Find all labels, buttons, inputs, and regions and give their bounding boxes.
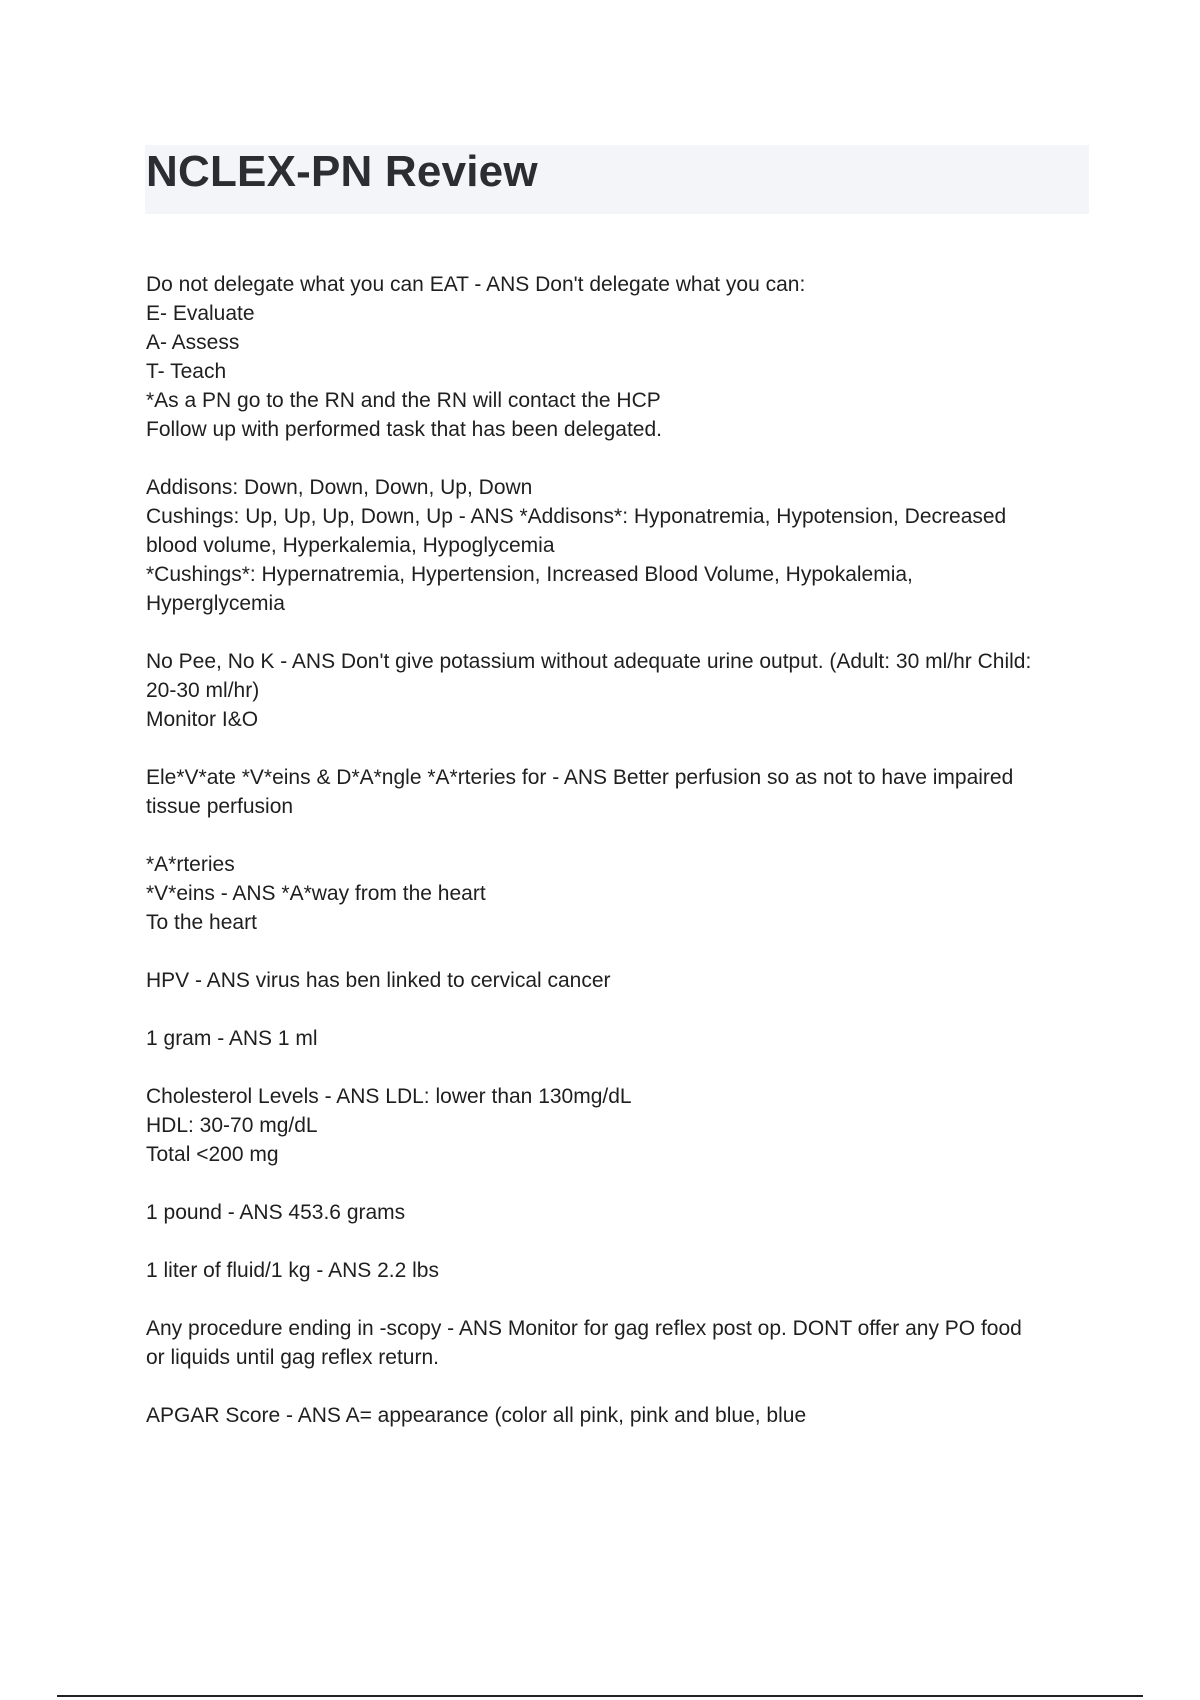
flashcard-entry — [146, 966, 1091, 995]
entry-line: To the heart — [146, 911, 257, 934]
flashcard-entry — [146, 763, 1091, 821]
footer-divider — [57, 1695, 1143, 1697]
entry-line: blood volume, Hyperkalemia, Hypoglycemia — [146, 534, 555, 557]
entry-line: tissue perfusion — [146, 795, 294, 818]
flashcard-entry — [146, 1256, 1091, 1285]
document-body — [146, 270, 1091, 1459]
entry-line: HPV - ANS virus has ben linked to cervical cancer — [146, 969, 611, 992]
entry-line: Ele*V*ate *V*eins & D*A*ngle *A*rteries for - ANS Better perfusion so as not to have impaired — [146, 766, 1014, 789]
entry-line: *V*eins - ANS *A*way from the heart — [146, 882, 486, 905]
entry-line: 20-30 ml/hr) — [146, 679, 260, 702]
entry-line: *As a PN go to the RN and the RN will contact the HCP — [146, 389, 661, 412]
entry-line: Do not delegate what you can EAT - ANS Don't delegate what you can: — [146, 273, 806, 296]
flashcard-entry — [146, 473, 1091, 618]
entry-line: Monitor I&O — [146, 708, 259, 731]
flashcard-entry — [146, 1401, 1091, 1430]
flashcard-entry — [146, 1082, 1091, 1169]
entry-line: 1 pound - ANS 453.6 grams — [146, 1201, 406, 1224]
entry-line: or liquids until gag reflex return. — [146, 1346, 439, 1369]
flashcard-entry — [146, 1314, 1091, 1372]
flashcard-entry — [146, 850, 1091, 937]
entry-line: HDL: 30-70 mg/dL — [146, 1114, 318, 1137]
entry-line: 1 gram - ANS 1 ml — [146, 1027, 318, 1050]
entry-line: Any procedure ending in -scopy - ANS Monitor for gag reflex post op. DONT offer any PO food — [146, 1317, 1022, 1340]
flashcard-entry — [146, 1024, 1091, 1053]
entry-line: T- Teach — [146, 360, 227, 383]
entry-line: E- Evaluate — [146, 302, 255, 325]
flashcard-entry — [146, 270, 1091, 444]
page-title: NCLEX-PN Review — [146, 147, 538, 196]
entry-line: *Cushings*: Hypernatremia, Hypertension, Increased Blood Volume, Hypokalemia, — [146, 563, 913, 586]
entry-line: Addisons: Down, Down, Down, Up, Down — [146, 476, 533, 499]
entry-line: *A*rteries — [146, 853, 235, 876]
entry-line: Cushings: Up, Up, Up, Down, Up - ANS *Addisons*: Hyponatremia, Hypotension, Decreased — [146, 505, 1007, 528]
entry-line: Hyperglycemia — [146, 592, 285, 615]
entry-line: Follow up with performed task that has been delegated. — [146, 418, 662, 441]
flashcard-entry — [146, 647, 1091, 734]
entry-line: No Pee, No K - ANS Don't give potassium without adequate urine output. (Adult: 30 ml/hr Child: — [146, 650, 1032, 673]
entry-line: Total <200 mg — [146, 1143, 279, 1166]
entry-line: A- Assess — [146, 331, 240, 354]
entry-line: 1 liter of fluid/1 kg - ANS 2.2 lbs — [146, 1259, 439, 1282]
entry-line: Cholesterol Levels - ANS LDL: lower than 130mg/dL — [146, 1085, 632, 1108]
entry-line: APGAR Score - ANS A= appearance (color all pink, pink and blue, blue — [146, 1404, 807, 1427]
flashcard-entry — [146, 1198, 1091, 1227]
